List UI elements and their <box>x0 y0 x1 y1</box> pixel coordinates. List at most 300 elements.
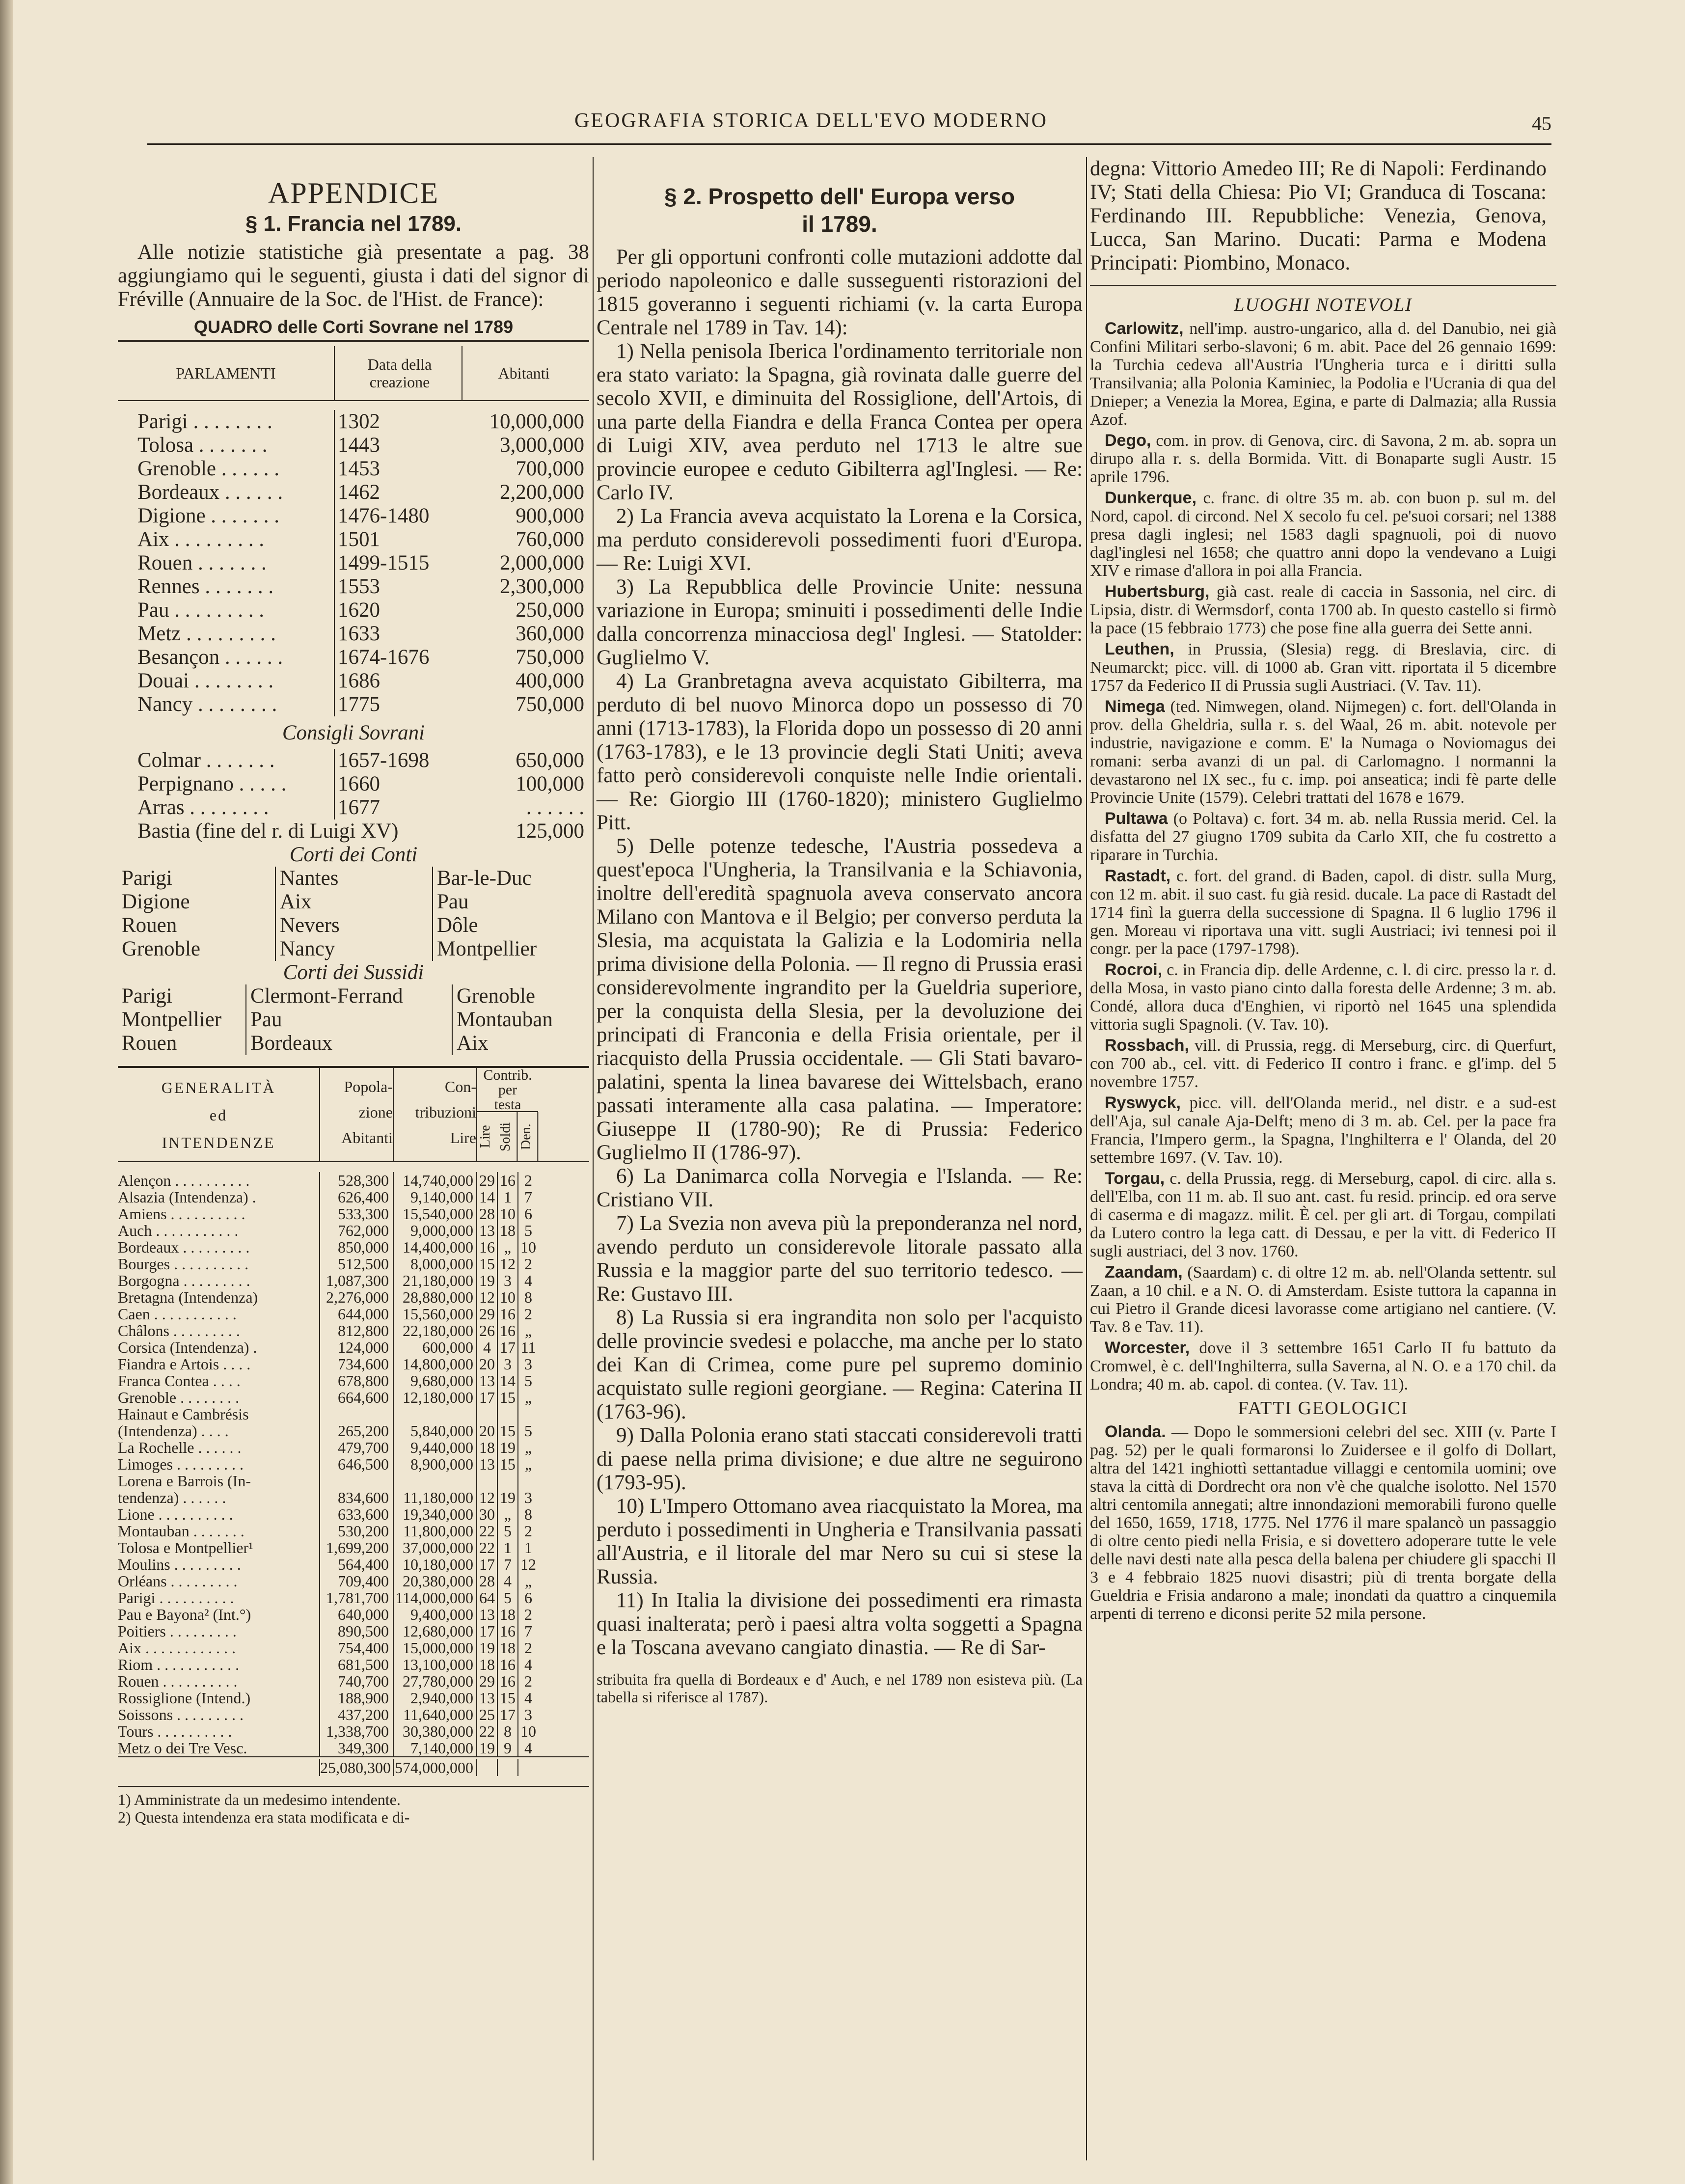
generalita-cell: 4 <box>517 1272 538 1289</box>
generalita-cell: Tolosa e Montpellier¹ <box>118 1539 253 1556</box>
generalita-row <box>118 1406 589 1422</box>
consiglio-row-name: Colmar . . . . . . . <box>137 749 275 772</box>
generalita-cell: 10 <box>517 1723 538 1740</box>
generalita-row <box>118 1339 589 1356</box>
generalita-cell: 19,340,000 <box>393 1506 476 1523</box>
generalita-cell: 681,500 <box>319 1656 393 1673</box>
generalita-cell: 15,540,000 <box>393 1205 476 1222</box>
conti-row <box>118 890 589 914</box>
generalita-cell <box>517 1473 538 1489</box>
generalita-row <box>118 1740 589 1756</box>
generalita-cell: Auch . . . . . . . . . . . <box>118 1222 239 1239</box>
generalita-cell: 265,200 <box>319 1422 393 1439</box>
generalita-cell: 20 <box>476 1356 497 1372</box>
generalita-row <box>118 1289 589 1306</box>
prospetto-paragraph: 3) La Repubblica delle Provincie Unite: nessuna variazione in Europa; sminuiti i possedimenti delle Indie dalla concorrenza minacciosa degl' Inglesi. — Statolder: Guglielmo V. <box>597 575 1083 669</box>
generalita-row <box>118 1473 589 1489</box>
generalita-cell: 9,680,000 <box>393 1372 476 1389</box>
sussidi-row-cell: Rouen <box>122 1032 177 1055</box>
prospetto-continued: degna: Vittorio Amedeo III; Re di Napoli: Ferdinando IV; Stati della Chiesa: Pio VI; Granduca di Toscana: Ferdinando III. Repubbliche: Venezia, Genova, Lucca, San Marino. Ducati: Parma e Modena Principati: Piombino, Monaco. <box>1090 157 1547 274</box>
generalita-cell: 7 <box>497 1556 517 1573</box>
generalita-cell: 20,380,000 <box>393 1573 476 1589</box>
luogo-entry <box>1090 320 1556 429</box>
generalita-cell: Montauban . . . . . . . <box>118 1522 245 1540</box>
luogo-text: vill. di Prussia, regg. di Merseburg, circ. di Querfurt, con 700 ab., cel. vitt. di Federico II contro i franc. e gl'imp. del 5 novembre 1757. <box>1090 1037 1557 1091</box>
generalita-cell: 8,900,000 <box>393 1456 476 1473</box>
generalita-row <box>118 1372 589 1389</box>
sussidi-row <box>118 1008 589 1032</box>
conti-row-cell: Parigi <box>122 867 172 890</box>
luogo-entry <box>1090 1037 1556 1091</box>
generalita-row <box>118 1589 589 1606</box>
generalita-cell: 37,000,000 <box>393 1539 476 1556</box>
generalita-cell: 12 <box>476 1289 497 1306</box>
generalita-cell: 437,200 <box>319 1706 393 1723</box>
generalita-row <box>118 1256 589 1272</box>
generalita-cell: Tours . . . . . . . . . . <box>118 1722 232 1740</box>
generalita-cell: 2 <box>517 1306 538 1322</box>
generalita-cell: 18 <box>476 1439 497 1456</box>
generalita-cell: tendenza) . . . . . . <box>118 1489 226 1506</box>
parlamento-row-date: 1620 <box>334 599 462 622</box>
generalita-cell: 850,000 <box>319 1239 393 1256</box>
luogo-name: Carlowitz, <box>1105 319 1184 338</box>
generalita-cell: 1 <box>497 1539 517 1556</box>
generalita-cell: 4 <box>517 1690 538 1706</box>
generalita-row <box>118 1222 589 1239</box>
generalita-cell: Corsica (Intendenza) . <box>118 1338 257 1356</box>
generalita-cell: 30,380,000 <box>393 1723 476 1740</box>
generalita-row <box>118 1272 589 1289</box>
generalita-cell: 4 <box>517 1656 538 1673</box>
luogo-entry <box>1090 1094 1556 1167</box>
generalita-row <box>118 1439 589 1456</box>
generalita-cell: 188,900 <box>319 1690 393 1706</box>
generalita-row <box>118 1523 589 1539</box>
parlamento-row-date: 1462 <box>334 481 462 504</box>
parlamento-row-abitanti: 400,000 <box>516 669 584 692</box>
generalita-cell: La Rochelle . . . . . . <box>118 1439 242 1456</box>
generalita-cell: 12 <box>497 1256 517 1272</box>
generalita-cell: 4 <box>517 1740 538 1756</box>
prospetto-paragraph: 6) La Danimarca colla Norvegia e l'Islanda. — Re: Cristiano VII. <box>597 1165 1083 1211</box>
generalita-cell: 15 <box>476 1256 497 1272</box>
prospetto-paragraphs <box>597 246 1083 1660</box>
consiglio-row-abitanti: . . . . . . <box>526 796 584 819</box>
header-rule <box>147 143 1551 145</box>
parlamento-row <box>118 622 589 646</box>
generalita-cell: 18 <box>497 1222 517 1239</box>
generalita-cell: Lione . . . . . . . . . . <box>118 1505 233 1523</box>
generalita-cell: 14,740,000 <box>393 1172 476 1189</box>
generalita-cell: 16 <box>497 1322 517 1339</box>
generalita-cell: 1,699,200 <box>319 1539 393 1556</box>
generalita-cell: 18 <box>497 1606 517 1623</box>
generalita-cell: 530,200 <box>319 1523 393 1539</box>
conti-row-cell: Rouen <box>122 914 177 937</box>
generalita-cell: Riom . . . . . . . . . . . <box>118 1656 240 1673</box>
section-1-title: § 1. Francia nel 1789. <box>245 212 462 236</box>
generalita-cell: 19 <box>497 1439 517 1456</box>
parlamento-row-abitanti: 900,000 <box>516 504 584 527</box>
generalita-cell: 5 <box>517 1422 538 1439</box>
generalita-cell: 2 <box>517 1606 538 1623</box>
generalita-cell: Orléans . . . . . . . . . <box>118 1572 238 1590</box>
luogo-name: Hubertsburg, <box>1105 582 1210 601</box>
parlamento-row-abitanti: 750,000 <box>516 646 584 669</box>
parlamento-row <box>118 410 589 434</box>
generalita-cell: 633,600 <box>319 1506 393 1523</box>
consigli-label: Consigli Sovrani <box>282 721 425 744</box>
generalita-cell: 16 <box>497 1656 517 1673</box>
conti-row-cell: Digione <box>122 890 190 913</box>
generalita-cell: 2 <box>517 1172 538 1189</box>
generalita-cell: 3 <box>517 1706 538 1723</box>
generalita-cell: 15 <box>497 1422 517 1439</box>
generalita-cell: 29 <box>476 1673 497 1690</box>
parlamento-row-name: Bordeaux . . . . . . <box>137 481 283 504</box>
luogo-name: Rocroi, <box>1105 960 1163 979</box>
luogo-name: Rossbach, <box>1105 1036 1189 1055</box>
generalita-row <box>118 1322 589 1339</box>
generalita-cell: Aix . . . . . . . . . . . . <box>118 1639 236 1657</box>
generalita-cell: 22 <box>476 1723 497 1740</box>
generalita-cell: Borgogna . . . . . . . . . <box>118 1272 250 1289</box>
luogo-text: dove il 3 settembre 1651 Carlo II fu battuto da Cromwel, è c. dell'Inghilterra, sulla Saverna, al N. O. e a 170 chil. da Londra; 40 m. ab. capol. di contea. (V. Tav. 11). <box>1090 1339 1556 1393</box>
parlamento-row-abitanti: 760,000 <box>516 528 584 551</box>
generalita-cell: 5 <box>497 1589 517 1606</box>
luogo-text: (o Poltava) c. fort. 34 m. ab. nella Russia merid. Cel. la disfatta del 27 giugno 1709 subita da Carlo XII, che fu costretto a riparare in Turchia. <box>1090 810 1557 864</box>
luogo-text: c. in Francia dip. delle Ardenne, c. l. di circ. presso la r. d. della Mosa, in vasto piano cinto dalla foresta delle Ardenne; 3 m. ab. Condé, allora duca d'Enghien, vi riportò nel 1645 una splendida vittoria sugli Spagnoli. (V. Tav. 10). <box>1090 961 1557 1034</box>
consigli-rows <box>118 749 589 819</box>
generalita-cell: Fiandra e Artois . . . . <box>118 1355 251 1373</box>
prospetto-paragraph: 5) Delle potenze tedesche, l'Austria possedeva a quest'epoca l'Ungheria, la Transilvania e la Schiavonia, inoltre dell'eredità spagnuola aveva conservato ancora Milano con Mantova e il Belgio; per converso perduta la Slesia, ma acquistata la Galizia e la Lodomiria nella prima divisione della Polonia. — Il regno di Prussia erasi considerevolmente ingrandito per la Gueldria superiore, per la conquista della Slesia, per la devoluzione dei principati di Franconia e della Frisia orientale, per il riacquisto della Prussia occidentale. — Gli Stati bavaro-palatini, spenta la linea bavarese dei Wittelsbach, erano passati interamente alla casa palatina. — Imperatore: Giuseppe II (1780-90); Re di Prussia: Federico Guglielmo II (1786-97). <box>597 835 1083 1164</box>
sussidi-row-cell: Parigi <box>122 984 172 1008</box>
generalita-cell: 740,700 <box>319 1673 393 1690</box>
generalita-cell: Pau e Bayona² (Int.°) <box>118 1606 251 1623</box>
generalita-cell: 7 <box>517 1189 538 1205</box>
parlamento-row-name: Besançon . . . . . . <box>137 646 283 669</box>
generalita-row <box>118 1456 589 1473</box>
generalita-cell: 812,800 <box>319 1322 393 1339</box>
parlamento-row <box>118 528 589 551</box>
parlamento-row <box>118 504 589 528</box>
parlamento-row-name: Aix . . . . . . . . . <box>137 528 264 551</box>
generalita-cell: 762,000 <box>319 1222 393 1239</box>
generalita-cell: 12 <box>476 1489 497 1506</box>
header-data: Data della creazione <box>334 346 462 400</box>
sussidi-row <box>118 984 589 1008</box>
parlamento-row-date: 1476-1480 <box>334 504 462 528</box>
generalita-row <box>118 1539 589 1556</box>
generalita-cell: 734,600 <box>319 1356 393 1372</box>
generalita-cell: „ <box>517 1573 538 1589</box>
generalita-cell: 15,560,000 <box>393 1306 476 1322</box>
luogo-name: Rastadt, <box>1105 867 1171 885</box>
generalita-cell: 1,781,700 <box>319 1589 393 1606</box>
generalita-cell: 11,800,000 <box>393 1523 476 1539</box>
parlamento-row-name: Pau . . . . . . . . . <box>137 599 264 622</box>
generalita-cell: 533,300 <box>319 1205 393 1222</box>
generalita-cell: 10 <box>497 1205 517 1222</box>
generalita-cell: 9,440,000 <box>393 1439 476 1456</box>
generalita-cell: 9,400,000 <box>393 1606 476 1623</box>
generalita-total-cell <box>497 1759 517 1776</box>
generalita-cell: 7 <box>517 1623 538 1639</box>
generalita-cell: 30 <box>476 1506 497 1523</box>
generalita-row <box>118 1172 589 1189</box>
generalita-table <box>118 1066 589 1776</box>
conti-label: Corti dei Conti <box>289 843 418 866</box>
generalita-cell: Amiens . . . . . . . . . . <box>118 1205 245 1223</box>
generalita-cell: 28 <box>476 1573 497 1589</box>
generalita-row <box>118 1673 589 1690</box>
generalita-cell: 2 <box>517 1256 538 1272</box>
luogo-name: Nimega <box>1105 697 1165 716</box>
luogo-entry <box>1090 1170 1556 1260</box>
generalita-cell: 528,300 <box>319 1172 393 1189</box>
parlamento-row-abitanti: 2,300,000 <box>500 575 584 598</box>
generalita-row <box>118 1189 589 1205</box>
generalita-cell: 14,400,000 <box>393 1239 476 1256</box>
generalita-cell <box>497 1406 517 1422</box>
generalita-cell: Parigi . . . . . . . . . . <box>118 1589 234 1607</box>
generalita-cell: 754,400 <box>319 1639 393 1656</box>
column-luoghi <box>1090 157 1556 1626</box>
parlamento-row-name: Tolosa . . . . . . . <box>137 434 268 457</box>
generalita-cell: 14,800,000 <box>393 1356 476 1372</box>
generalita-row <box>118 1506 589 1523</box>
generalita-cell: 5 <box>517 1372 538 1389</box>
parlamento-row-date: 1553 <box>334 575 462 599</box>
parlamento-row-name: Parigi . . . . . . . . <box>137 410 272 433</box>
luogo-entry <box>1090 867 1556 958</box>
generalita-cell <box>319 1406 393 1422</box>
parlamento-row-abitanti: 3,000,000 <box>500 434 584 457</box>
column-divider-1 <box>593 157 594 2160</box>
generalita-cell: 2,276,000 <box>319 1289 393 1306</box>
generalita-cell: 8 <box>517 1289 538 1306</box>
generalita-cell: 6 <box>517 1589 538 1606</box>
generalita-row <box>118 1573 589 1589</box>
generalita-cell: 2,940,000 <box>393 1690 476 1706</box>
parlamento-row-abitanti: 10,000,000 <box>489 410 584 433</box>
generalita-total-cell: 25,080,300 <box>319 1759 393 1776</box>
generalita-cell <box>393 1406 476 1422</box>
generalita-cell: Hainaut e Cambrésis <box>118 1405 249 1423</box>
generalita-rows <box>118 1162 589 1756</box>
luogo-entry <box>1090 1339 1556 1393</box>
parlamento-row-name: Rennes . . . . . . . <box>137 575 274 598</box>
generalita-total <box>118 1756 589 1776</box>
generalita-total-row <box>118 1756 589 1776</box>
generalita-cell: 644,000 <box>319 1306 393 1322</box>
consiglio-row-name: Perpignano . . . . . <box>137 772 287 795</box>
generalita-cell: 10 <box>497 1289 517 1306</box>
generalita-cell: 19 <box>476 1740 497 1756</box>
conti-row-cell: Nancy <box>275 937 432 961</box>
parlamento-row-abitanti: 360,000 <box>516 622 584 645</box>
luogo-name: Ryswyck, <box>1105 1093 1181 1112</box>
sussidi-row-cell: Montauban <box>452 1008 589 1032</box>
generalita-cell: 114,000,000 <box>393 1589 476 1606</box>
prospetto-paragraph: 10) L'Impero Ottomano avea riacquistato la Morea, ma perduto i possedimenti in Ungheria e Transilvania passati all'Austria, e il litorale del mar Nero su cui si stese la Russia. <box>597 1495 1083 1588</box>
generalita-cell <box>476 1473 497 1489</box>
generalita-cell: 890,500 <box>319 1623 393 1639</box>
consiglio-row-abitanti: 100,000 <box>516 772 584 795</box>
generalita-row <box>118 1356 589 1372</box>
prospetto-paragraph: 1) Nella penisola Iberica l'ordinamento territoriale non era stato variato: la Spagna, già rovinata dalle guerre del secolo XVII, e diminuita del Rossiglione, dell'Artois, di una parte della Fiandra e della Franca Contea per opera di Luigi XIV, avea perduto nel 1713 le altre sue provincie europee e ceduto Gibilterra agl'Inglesi. — Re: Carlo IV. <box>597 340 1083 504</box>
generalita-cell: 13 <box>476 1372 497 1389</box>
generalita-cell: 678,800 <box>319 1372 393 1389</box>
generalita-cell: Metz o dei Tre Vesc. <box>118 1739 247 1757</box>
generalita-cell: 25 <box>476 1706 497 1723</box>
generalita-cell: 8 <box>517 1506 538 1523</box>
generalita-cell: 17 <box>497 1339 517 1356</box>
generalita-cell: 16 <box>476 1239 497 1256</box>
generalita-cell: 28,880,000 <box>393 1289 476 1306</box>
generalita-cell: Grenoble . . . . . . . . <box>118 1389 240 1406</box>
generalita-cell: 600,000 <box>393 1339 476 1356</box>
parlamento-row-date: 1674-1676 <box>334 646 462 669</box>
generalita-cell: 3 <box>517 1489 538 1506</box>
generalita-cell: 2 <box>517 1673 538 1690</box>
page-edge <box>0 0 13 2184</box>
generalita-cell: Limoges . . . . . . . . . <box>118 1455 244 1473</box>
header-parlamenti: PARLAMENTI <box>176 364 276 382</box>
generalita-cell <box>476 1406 497 1422</box>
generalita-cell: 646,500 <box>319 1456 393 1473</box>
generalita-row <box>118 1556 589 1573</box>
consiglio-row-date: 1677 <box>334 796 462 819</box>
luogo-entry <box>1090 1263 1556 1336</box>
sussidi-row-cell: Grenoble <box>452 984 589 1008</box>
generalita-cell: (Intendenza) . . . . <box>118 1422 229 1440</box>
generalita-cell: 12 <box>517 1556 538 1573</box>
sussidi-rows <box>118 984 589 1055</box>
generalita-cell: Rossiglione (Intend.) <box>118 1689 251 1707</box>
generalita-cell: 20 <box>476 1422 497 1439</box>
generalita-cell: 11 <box>517 1339 538 1356</box>
generalita-cell: 1 <box>497 1189 517 1205</box>
generalita-cell: 3 <box>517 1356 538 1372</box>
luogo-entry <box>1090 432 1556 486</box>
conti-row-cell: Nevers <box>275 914 432 937</box>
generalita-cell: 18 <box>497 1639 517 1656</box>
conti-row-cell: Dôle <box>432 914 589 937</box>
generalita-cell: 10 <box>517 1239 538 1256</box>
generalita-cell: 9,000,000 <box>393 1222 476 1239</box>
page-number: 45 <box>1532 112 1551 135</box>
conti-row <box>118 867 589 890</box>
generalita-cell: 8 <box>497 1723 517 1740</box>
sussidi-row-cell: Montpellier <box>122 1008 222 1031</box>
generalita-total-cell: 574,000,000 <box>393 1759 476 1776</box>
fatti-title: FATTI GEOLOGICI <box>1238 1398 1409 1419</box>
luogo-entry <box>1090 583 1556 637</box>
footnote-1: 1) Amministrate da un medesimo intendente. <box>118 1791 401 1808</box>
section-2-title: § 2. Prospetto dell' Europa verso il 1789. <box>664 184 1015 237</box>
generalita-cell: 16 <box>497 1623 517 1639</box>
generalita-cell: 9,140,000 <box>393 1189 476 1205</box>
sussidi-row-cell: Pau <box>245 1008 452 1032</box>
generalita-cell <box>319 1473 393 1489</box>
parlamento-row <box>118 575 589 599</box>
generalita-cell: 5 <box>497 1523 517 1539</box>
consiglio-row <box>118 796 589 819</box>
section-1-intro: Alle notizie statistiche già presentate a pag. 38 aggiungiamo qui le seguenti, giusta i dati del signor di Fréville (Annuaire de la Soc. de l'Hist. de France): <box>118 241 589 311</box>
column-prospetto <box>597 157 1083 1706</box>
luogo-name: Dunkerque, <box>1105 489 1197 507</box>
generalita-row <box>118 1690 589 1706</box>
generalita-cell: 21,180,000 <box>393 1272 476 1289</box>
generalita-row <box>118 1422 589 1439</box>
parlamento-row <box>118 646 589 669</box>
generalita-cell: 9 <box>497 1740 517 1756</box>
generalita-cell: 4 <box>497 1573 517 1589</box>
generalita-cell: 13 <box>476 1606 497 1623</box>
generalita-cell: 1,338,700 <box>319 1723 393 1740</box>
generalita-cell: 16 <box>497 1172 517 1189</box>
generalita-cell: 17 <box>476 1389 497 1406</box>
generalita-cell: 7,140,000 <box>393 1740 476 1756</box>
generalita-cell: Châlons . . . . . . . . . <box>118 1322 240 1339</box>
generalita-cell: 15 <box>497 1389 517 1406</box>
generalita-row <box>118 1389 589 1406</box>
conti-row-cell: Grenoble <box>122 937 200 960</box>
generalita-row <box>118 1723 589 1740</box>
parlamento-row-date: 1633 <box>334 622 462 646</box>
luogo-entry <box>1090 489 1556 580</box>
corti-table-title: QUADRO delle Corti Sovrane nel 1789 <box>118 316 589 342</box>
luogo-text: com. in prov. di Genova, circ. di Savona, 2 m. ab. sopra un dirupo alla r. s. della Bormida. Vitt. di Bonaparte sugli Austr. 15 aprile 1796. <box>1090 432 1557 486</box>
generalita-cell: 19 <box>497 1489 517 1506</box>
generalita-row <box>118 1623 589 1639</box>
parlamento-row-date: 1499-1515 <box>334 551 462 575</box>
generalita-cell: 13 <box>476 1456 497 1473</box>
generalita-cell: Lorena e Barrois (In- <box>118 1472 251 1490</box>
sussidi-row-cell: Aix <box>452 1032 589 1055</box>
prospetto-paragraph: 9) Dalla Polonia erano stati staccati considerevoli tratti di paese nella prima divisione; e due altre ne seguirono (1793-95). <box>597 1424 1083 1494</box>
gen-header-2: Popola- zione Abitanti <box>319 1068 393 1161</box>
sussidi-row-cell: Clermont-Ferrand <box>245 984 452 1008</box>
luogo-text: c. franc. di oltre 35 m. ab. con buon p. sul m. del Nord, capol. di circond. Nel X secolo fu cel. pe'suoi corsari; nel 1388 presa dagli inglesi; nel 1583 dagli spagnuoli, poi di nuovo dagl'inglesi nel 1658; che quattro anni dopo la vendevano a Luigi XIV e rimase d'allora in poi alla Francia. <box>1090 489 1556 580</box>
prospetto-paragraph: Per gli opportuni confronti colle mutazioni addotte dal periodo napoleonico e dalle susseguenti ristorazioni del 1815 goveranno i seguenti richiami (v. la carta Europa Centrale nel 1789 in Tav. 14): <box>597 246 1083 339</box>
generalita-cell: 3 <box>497 1272 517 1289</box>
consiglio-row-date: 1660 <box>334 772 462 796</box>
luogo-text: (Saardam) c. di oltre 12 m. ab. nell'Olanda settentr. sul Zaan, a 10 chil. e a N. O. di Amsterdam. Esiste tuttora la capanna in cui Pietro il Grande dicesi lavorasse come artigiano nel cantiere. (V. Tav. 8 e Tav. 11). <box>1090 1263 1556 1336</box>
luogo-name: Zaandam, <box>1105 1263 1183 1282</box>
generalita-cell: 5 <box>517 1222 538 1239</box>
parlamenti-rows <box>118 410 589 716</box>
luogo-text: (ted. Nimwegen, oland. Nijmegen) c. fort. dell'Olanda in prov. della Gheldria, sulla r. s. del Waal, 26 m. abit. notevole per industrie, navigazione e comm. E' la Numaga o Noviomagus dei romani: serba avanzi di un pal. di Carlomagno. I normanni la devastarono nel IX sec., fu c. imp. poi anseatica; indi fè parte delle Provincie Unite (1579). Celebri trattati del 1678 e 1679. <box>1090 698 1557 807</box>
generalita-cell: 17 <box>476 1623 497 1639</box>
gen-header-3: Con- tribuzioni Lire <box>393 1068 476 1161</box>
generalita-cell: 479,700 <box>319 1439 393 1456</box>
generalita-cell: 4 <box>476 1339 497 1356</box>
generalita-cell: 3 <box>497 1356 517 1372</box>
generalita-cell: 29 <box>476 1306 497 1322</box>
generalita-cell: 15 <box>497 1456 517 1473</box>
luogo-text: nell'imp. austro-ungarico, alla d. del Danubio, nei già Confini Militari serbo-slavoni; 6 m. abit. Pace del 26 gennaio 1699: la Turchia cedeva all'Austria l'Ungheria turca e i diritti sulla Transilvania; alla Polonia Kaminiec, la Podolia e l'Ucrania di qua del Dnieper; a Venezia la Morea, Egina, e parte di Dalmazia; alla Russia Azof. <box>1090 320 1556 429</box>
luogo-entry <box>1090 810 1556 864</box>
generalita-cell: 17 <box>476 1556 497 1573</box>
parlamento-row-abitanti: 750,000 <box>516 693 584 716</box>
footnote-2: 2) Questa intendenza era stata modificata e di- <box>118 1808 410 1826</box>
conti-row-cell: Montpellier <box>432 937 589 961</box>
generalita-cell: 22 <box>476 1523 497 1539</box>
parlamento-row-name: Metz . . . . . . . . . <box>137 622 276 645</box>
